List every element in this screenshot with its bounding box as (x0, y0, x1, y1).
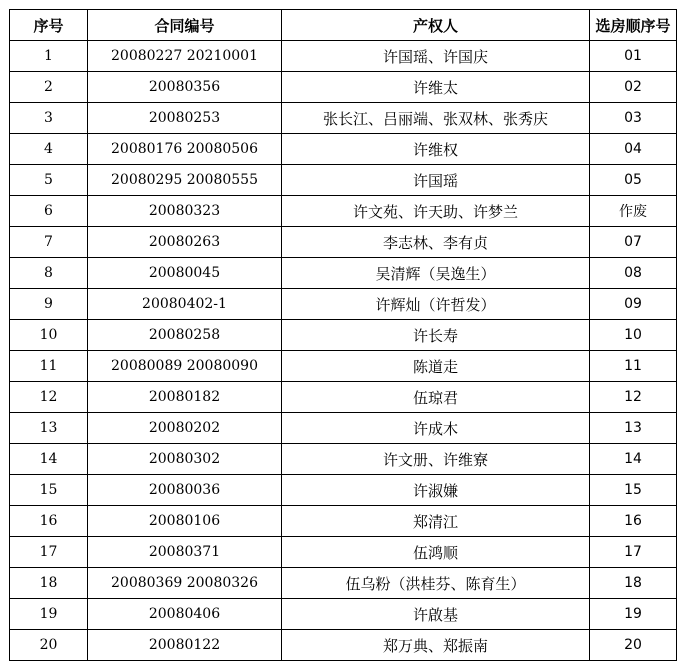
table-row (10, 382, 677, 413)
cell-seq: 12 (10, 382, 88, 413)
cell-seq: 9 (10, 289, 88, 320)
cell-owner: 吴清辉（吴逸生） (282, 258, 590, 289)
cell-owner: 许淑嫌 (282, 475, 590, 506)
cell-selection-order: 13 (590, 413, 677, 444)
cell-selection-order: 16 (590, 506, 677, 537)
cell-contract-no: 20080323 (88, 196, 282, 227)
table-row (10, 103, 677, 134)
cell-selection-order: 04 (590, 134, 677, 165)
cell-selection-order: 20 (590, 630, 677, 661)
cell-selection-order: 12 (590, 382, 677, 413)
cell-contract-no: 20080202 (88, 413, 282, 444)
cell-contract-no: 20080045 (88, 258, 282, 289)
cell-owner: 郑万典、郑振南 (282, 630, 590, 661)
cell-contract-no: 20080106 (88, 506, 282, 537)
cell-selection-order: 18 (590, 568, 677, 599)
cell-owner: 许辉灿（许哲发） (282, 289, 590, 320)
cell-contract-no: 20080369 20080326 (88, 568, 282, 599)
table-row (10, 289, 677, 320)
cell-seq: 6 (10, 196, 88, 227)
table-row (10, 72, 677, 103)
table-row (10, 196, 677, 227)
table-row (10, 41, 677, 72)
table-body (10, 41, 677, 661)
cell-selection-order: 01 (590, 41, 677, 72)
cell-contract-no: 20080295 20080555 (88, 165, 282, 196)
cell-owner: 郑清江 (282, 506, 590, 537)
cell-contract-no: 20080263 (88, 227, 282, 258)
header-row (10, 10, 677, 41)
cell-seq: 19 (10, 599, 88, 630)
header-selection-order: 选房顺序号 (590, 10, 677, 41)
room-selection-table (9, 9, 677, 661)
cell-owner: 许国瑶、许国庆 (282, 41, 590, 72)
cell-contract-no: 20080406 (88, 599, 282, 630)
cell-seq: 14 (10, 444, 88, 475)
cell-selection-order: 14 (590, 444, 677, 475)
cell-owner: 许成木 (282, 413, 590, 444)
table-row (10, 320, 677, 351)
table-row (10, 599, 677, 630)
cell-selection-order: 17 (590, 537, 677, 568)
cell-seq: 20 (10, 630, 88, 661)
cell-selection-order: 05 (590, 165, 677, 196)
cell-owner: 许长寿 (282, 320, 590, 351)
cell-owner: 伍琼君 (282, 382, 590, 413)
cell-contract-no: 20080036 (88, 475, 282, 506)
cell-seq: 11 (10, 351, 88, 382)
header-owner: 产权人 (282, 10, 590, 41)
table-row (10, 444, 677, 475)
cell-owner: 李志林、李有贞 (282, 227, 590, 258)
cell-selection-order: 作废 (590, 196, 677, 227)
cell-selection-order: 10 (590, 320, 677, 351)
cell-owner: 许国瑶 (282, 165, 590, 196)
cell-seq: 16 (10, 506, 88, 537)
cell-seq: 13 (10, 413, 88, 444)
cell-contract-no: 20080176 20080506 (88, 134, 282, 165)
cell-seq: 15 (10, 475, 88, 506)
table-row (10, 506, 677, 537)
cell-seq: 1 (10, 41, 88, 72)
header-seq: 序号 (10, 10, 88, 41)
cell-seq: 8 (10, 258, 88, 289)
cell-contract-no: 20080182 (88, 382, 282, 413)
cell-owner: 许啟基 (282, 599, 590, 630)
cell-contract-no: 20080302 (88, 444, 282, 475)
cell-owner: 伍鸿顺 (282, 537, 590, 568)
cell-owner: 陈道走 (282, 351, 590, 382)
table-row (10, 413, 677, 444)
cell-owner: 许维权 (282, 134, 590, 165)
table-row (10, 258, 677, 289)
table-row (10, 568, 677, 599)
cell-contract-no: 20080089 20080090 (88, 351, 282, 382)
cell-seq: 3 (10, 103, 88, 134)
cell-seq: 10 (10, 320, 88, 351)
cell-contract-no: 20080258 (88, 320, 282, 351)
table-row (10, 475, 677, 506)
cell-contract-no: 20080371 (88, 537, 282, 568)
cell-seq: 18 (10, 568, 88, 599)
cell-selection-order: 19 (590, 599, 677, 630)
cell-selection-order: 07 (590, 227, 677, 258)
cell-selection-order: 02 (590, 72, 677, 103)
table-row (10, 351, 677, 382)
cell-selection-order: 08 (590, 258, 677, 289)
cell-contract-no: 20080227 20210001 (88, 41, 282, 72)
cell-owner: 许文苑、许天助、许梦兰 (282, 196, 590, 227)
cell-selection-order: 15 (590, 475, 677, 506)
cell-seq: 2 (10, 72, 88, 103)
cell-contract-no: 20080356 (88, 72, 282, 103)
cell-owner: 许文册、许维寮 (282, 444, 590, 475)
cell-owner: 伍乌粉（洪桂芬、陈育生） (282, 568, 590, 599)
cell-contract-no: 20080402-1 (88, 289, 282, 320)
cell-seq: 4 (10, 134, 88, 165)
cell-seq: 5 (10, 165, 88, 196)
cell-selection-order: 03 (590, 103, 677, 134)
table-row (10, 227, 677, 258)
table-row (10, 165, 677, 196)
cell-owner: 许维太 (282, 72, 590, 103)
cell-contract-no: 20080122 (88, 630, 282, 661)
header-contract-no: 合同编号 (88, 10, 282, 41)
cell-owner: 张长江、吕丽端、张双林、张秀庆 (282, 103, 590, 134)
table-row (10, 630, 677, 661)
cell-seq: 7 (10, 227, 88, 258)
cell-selection-order: 11 (590, 351, 677, 382)
cell-selection-order: 09 (590, 289, 677, 320)
cell-contract-no: 20080253 (88, 103, 282, 134)
cell-seq: 17 (10, 537, 88, 568)
table-row (10, 537, 677, 568)
table-row (10, 134, 677, 165)
